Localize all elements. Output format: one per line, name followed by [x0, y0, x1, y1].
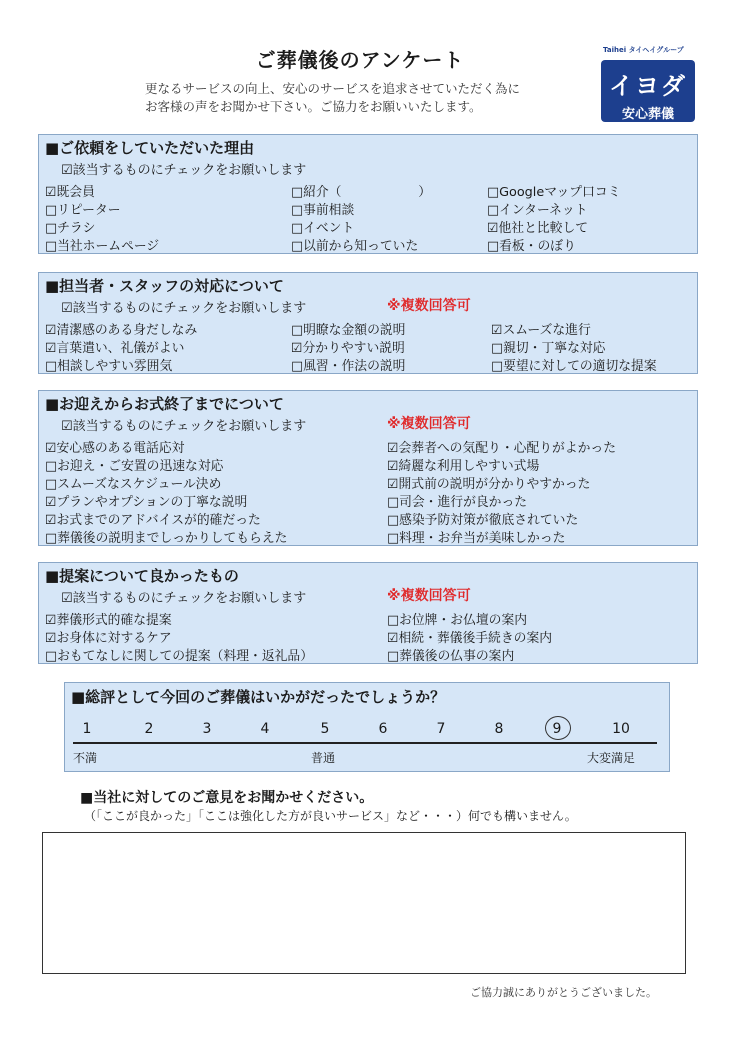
checkbox-option[interactable]: □料理・お弁当が美味しかった: [387, 531, 566, 546]
checkbox-option[interactable]: ☑分かりやすい説明: [291, 341, 405, 356]
rating-option[interactable]: 3: [202, 721, 212, 737]
rating-label-mid: 普通: [311, 751, 336, 765]
rating-option[interactable]: 7: [436, 721, 446, 737]
multiple-answer-note: ※複数回答可: [387, 416, 471, 432]
overall-rating: [64, 682, 670, 772]
section-title: ■ご依頼をしていただいた理由: [45, 139, 255, 157]
multiple-answer-note: ※複数回答可: [387, 588, 471, 604]
checkbox-option[interactable]: □明瞭な金額の説明: [291, 323, 406, 338]
checkbox-option[interactable]: ☑スムーズな進行: [491, 323, 591, 338]
intro-line-2: お客様の声をお聞かせ下さい。ご協力をお願いいたします。: [145, 99, 482, 114]
checkbox-option[interactable]: □インターネット: [487, 203, 588, 218]
checkbox-option[interactable]: □感染予防対策が徹底されていた: [387, 513, 579, 528]
rating-label-high: 大変満足: [587, 751, 636, 765]
checkbox-option[interactable]: ☑清潔感のある身だしなみ: [45, 323, 198, 338]
section-instruction: ☑該当するものにチェックをお願いします: [61, 301, 307, 316]
section-staff: [38, 272, 698, 374]
checkbox-option[interactable]: ☑お式までのアドバイスが的確だった: [45, 513, 261, 528]
checkbox-option[interactable]: □当社ホームページ: [45, 239, 160, 254]
rating-question: ■総評として今回のご葬儀はいかがだったでしょうか？: [71, 688, 446, 706]
checkbox-option[interactable]: □お迎え・ご安置の迅速な対応: [45, 459, 224, 474]
rating-scale-line: [73, 742, 657, 744]
checkbox-option[interactable]: ☑綺麗な利用しやすい式場: [387, 459, 540, 474]
opinion-textarea[interactable]: [42, 832, 686, 974]
checkbox-option[interactable]: □相談しやすい雰囲気: [45, 359, 173, 374]
checkbox-option[interactable]: ☑相続・葬儀後手続きの案内: [387, 631, 553, 646]
checkbox-option[interactable]: □以前から知っていた: [291, 239, 419, 254]
checkbox-option[interactable]: □葬儀後の仏事の案内: [387, 649, 515, 664]
logo-main-text: イヨダ: [609, 72, 687, 100]
checkbox-option[interactable]: □紹介（ ）: [291, 185, 432, 200]
company-logo: [601, 60, 695, 122]
intro-text: [145, 80, 595, 116]
group-logo: Taihei タイヘイグループ: [603, 46, 684, 54]
checkbox-option[interactable]: □リピーター: [45, 203, 121, 218]
checkbox-option[interactable]: ☑言葉遣い、礼儀がよい: [45, 341, 185, 356]
checkbox-option[interactable]: □要望に対しての適切な提案: [491, 359, 657, 374]
section-instruction: ☑該当するものにチェックをお願いします: [61, 591, 307, 606]
checkbox-option[interactable]: ☑プランやオプションの丁寧な説明: [45, 495, 248, 510]
section-instruction: ☑該当するものにチェックをお願いします: [61, 163, 307, 178]
checkbox-option[interactable]: ☑安心感のある電話応対: [45, 441, 185, 456]
intro-line-1: 更なるサービスの向上、安心のサービスを追求させていただく為に: [145, 81, 521, 96]
checkbox-option[interactable]: □チラシ: [45, 221, 96, 236]
section-reason: [38, 134, 698, 254]
rating-option[interactable]: 9: [552, 721, 562, 737]
checkbox-option[interactable]: ☑既会員: [45, 185, 95, 200]
checkbox-option[interactable]: □看板・のぼり: [487, 239, 576, 254]
section-ceremony: [38, 390, 698, 546]
opinion-heading: ■当社に対してのご意見をお聞かせください。: [80, 790, 374, 806]
opinion-subheading: （「ここが良かった」「ここは強化した方が良いサービス」など・・・）何でも構いません。: [84, 809, 577, 823]
checkbox-option[interactable]: □司会・進行が良かった: [387, 495, 528, 510]
checkbox-option[interactable]: □スムーズなスケジュール決め: [45, 477, 222, 492]
rating-option[interactable]: 10: [612, 721, 630, 737]
checkbox-option[interactable]: □親切・丁寧な対応: [491, 341, 606, 356]
section-proposal: [38, 562, 698, 664]
section-title: ■提案について良かったもの: [45, 567, 239, 585]
section-title: ■担当者・スタッフの対応について: [45, 277, 284, 295]
selected-rating-circle: [545, 716, 571, 740]
section-title: ■お迎えからお式終了までについて: [45, 395, 284, 413]
rating-option[interactable]: 4: [260, 721, 270, 737]
section-instruction: ☑該当するものにチェックをお願いします: [61, 419, 307, 434]
rating-option[interactable]: 2: [144, 721, 154, 737]
checkbox-option[interactable]: □おもてなしに関しての提案（料理・返礼品）: [45, 649, 314, 664]
checkbox-option[interactable]: □お位牌・お仏壇の案内: [387, 613, 528, 628]
rating-label-low: 不満: [73, 751, 98, 765]
rating-option[interactable]: 8: [494, 721, 504, 737]
checkbox-option[interactable]: ☑開式前の説明が分かりやすかった: [387, 477, 591, 492]
checkbox-option[interactable]: ☑会葬者への気配り・心配りがよかった: [387, 441, 617, 456]
checkbox-option[interactable]: □葬儀後の説明までしっかりしてもらえた: [45, 531, 288, 546]
checkbox-option[interactable]: ☑他社と比較して: [487, 221, 589, 236]
checkbox-option[interactable]: ☑お身体に対するケア: [45, 631, 172, 646]
checkbox-option[interactable]: □事前相談: [291, 203, 355, 218]
logo-sub-text: 安心葬儀: [621, 107, 674, 122]
checkbox-option[interactable]: □Googleマップ口コミ: [487, 185, 621, 200]
page-title: ご葬儀後のアンケート: [255, 48, 465, 72]
thanks-text: ご協力誠にありがとうございました。: [470, 986, 657, 999]
checkbox-option[interactable]: ☑葬儀形式的確な提案: [45, 613, 172, 628]
checkbox-option[interactable]: □風習・作法の説明: [291, 359, 406, 374]
rating-option[interactable]: 6: [378, 721, 388, 737]
rating-option[interactable]: 5: [320, 721, 330, 737]
checkbox-option[interactable]: □イベント: [291, 221, 355, 236]
multiple-answer-note: ※複数回答可: [387, 298, 471, 314]
rating-option[interactable]: 1: [82, 721, 92, 737]
